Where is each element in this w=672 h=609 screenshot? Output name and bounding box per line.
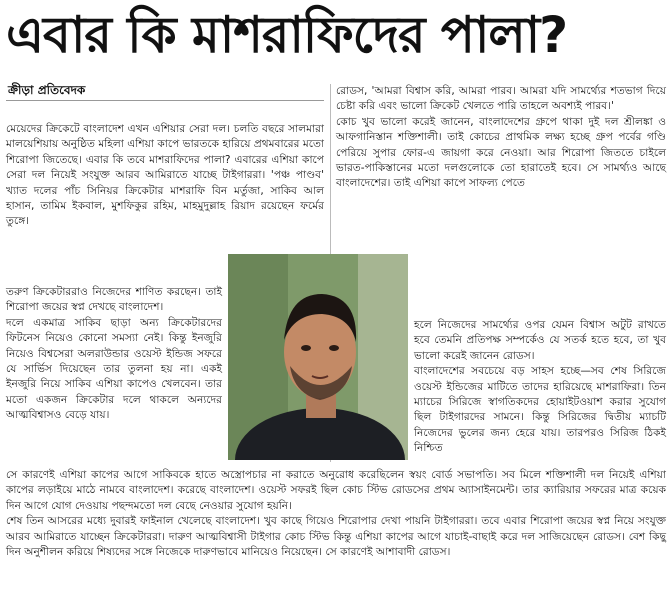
paragraph: মেয়েদের ক্রিকেটে বাংলাদেশ এখন এশিয়ার সেরা দল। চলতি বছরে সালমারা মালয়েশিয়ায় অনুষ্ঠিত মহিলা এশিয়া কাপে ভারতকে হারিয়ে প্রথমবারের মতো শিরোপা জিতেছে। এবার কি তবে মাশরাফিদের পালা? এবারের এশিয়া কাপে সেরা দল নিয়েই সংযুক্ত আরব আমিরাতে যাচ্ছে টাইগাররা। 'পঞ্চ পাণ্ডব' খ্যাত দলের পাঁচ সিনিয়র ক্রিকেটার মাশরাফি বিন মর্তুজা, সাকিব আল হাসান, তামিম ইকবাল, মুশফিকুর রহিম, মাহমুদুল্লাহ রিয়াদ রয়েছেন ফর্মের তুঙ্গে। (6, 123, 324, 228)
paragraph: তরুণ ক্রিকেটাররাও নিজেদের শাণিত করছেন। তাই শিরোপা জয়ের স্বপ্ন দেখছে বাংলাদেশ। (6, 286, 222, 314)
paragraph: হলে নিজেদের সামর্থ্যের ওপর যেমন বিশ্বাস অটুট রাখতে হবে তেমনি প্রতিপক্ষ সম্পর্কেও যে সতর্ক হতে হবে, তা খুব ভালো করেই জানেন রোডস। (414, 319, 666, 362)
portrait-photo-icon (228, 254, 408, 460)
byline-rule (6, 100, 324, 101)
portrait-photo-drawing (228, 254, 408, 460)
left-column-top (6, 122, 324, 230)
byline: ক্রীড়া প্রতিবেদক (8, 83, 86, 97)
paragraph: শেষ তিন আসরের মধ্যে দুবারই ফাইনাল খেলেছে বাংলাদেশ। খুব কাছে গিয়েও শিরোপার দেখা পায়নি টাইগাররা। তবে এবার শিরোপা জয়ের স্বপ্ন নিয়ে সংযুক্ত আরব আমিরাতে যাচ্ছেন ক্রিকেটাররা। দারুণ আত্মবিশ্বাসী টাইগার কোচ স্টিভ কিন্তু এশিয়া কাপের আগে যাচাই-বাছাই করে দল সাজিয়েছেন রোডস। বেশ কিছু দিন অনুশীলন করিয়ে শিষ্যদের সঙ্গে নিজেকে দারুণভাবে মানিয়েও নিয়েছেন। সে কারণেই আশাবাদী রোডস। (6, 515, 666, 559)
right-column-middle (414, 318, 666, 457)
left-column-narrow (6, 285, 222, 424)
paragraph: কোচ খুব ভালো করেই জানেন, বাংলাদেশের গ্রুপে থাকা দুই দল শ্রীলঙ্কা ও আফগানিস্তান শক্তিশালী। তাই কোচের প্রাথমিক লক্ষ্য হচ্ছে গ্রুপ পর্বের গণ্ডি পেরিয়ে সুপার ফোর-এ জায়গা করে নেওয়া। আর শিরোপা জিততে চাইলে ভারত-পাকিস্তানের মতো দলগুলোকে তো হারাতেই হবে। সে সামর্থ্যও আছে বাংলাদেশের। তাই এশিয়া কাপে সাফল্য পেতে (336, 115, 666, 190)
paragraph: রোডস, 'আমরা বিশ্বাস করি, আমরা পারব। আমরা যদি সামর্থ্যের শতভাগ দিয়ে চেষ্টা করি এবং ভালো ক্রিকেট খেলতে পারি তাহলে অবশ্যই পারব।' (336, 85, 666, 113)
paragraph: বাংলাদেশের সবচেয়ে বড় সাহস হচ্ছে—সব শেষ সিরিজে ওয়েস্ট ইন্ডিজের মাটিতে তাদের হারিয়েছে মাশরাফিরা। তিন ম্যাচের সিরিজে স্বাগতিকদের হোয়াইটওয়াশ করার সুযোগ ছিল টাইগারদের সামনে। কিন্তু সিরিজের দ্বিতীয় ম্যাচটি নিজেদের ভুলের জন্য হেরে যায়। তারপরও সিরিজ ঠিকই নিশ্চিত (414, 365, 666, 455)
paragraph: দলে একমাত্র সাকিব ছাড়া অন্য ক্রিকেটারদের ফিটনেস নিয়েও কোনো সমস্যা নেই। কিন্তু ইনজুরি নিয়েও বিশ্বসেরা অলরাউন্ডার ওয়েস্ট ইন্ডিজ সফরে যে সার্ভিস দিয়েছেন তার তুলনা হয় না। একই ইনজুরি নিয়ে সাকিব এশিয়া কাপেও খেলবেন। তার মতো একজন ক্রিকেটার দলে থাকলে অন্যদের আত্মবিশ্বাসও বেড়ে যায়। (6, 316, 222, 422)
bottom-block (6, 468, 666, 560)
right-column-top (336, 84, 666, 192)
paragraph: সে কারণেই এশিয়া কাপের আগে সাকিবকে হাতে অস্ত্রোপচার না করাতে অনুরোধ করেছিলেন স্বয়ং বোর্ড সভাপতি। সব মিলে শক্তিশালী দল নিয়েই এশিয়া কাপের লড়াইয়ে মাঠে নামবে বাংলাদেশ। করেছে বাংলাদেশ। ওয়েস্ট সফরই ছিল কোচ স্টিভ রোডসের প্রথম অ্যাসাইনমেন্ট। তার ক্যারিয়ার সফরের মাত্র কয়েক দিন আগে যোগ দেওয়ায় পছন্দমতো দল বেছে নেওয়ার সুযোগ হয়নি। (6, 469, 666, 512)
headline: এবার কি মাশরাফিদের পালা? (6, 6, 568, 64)
